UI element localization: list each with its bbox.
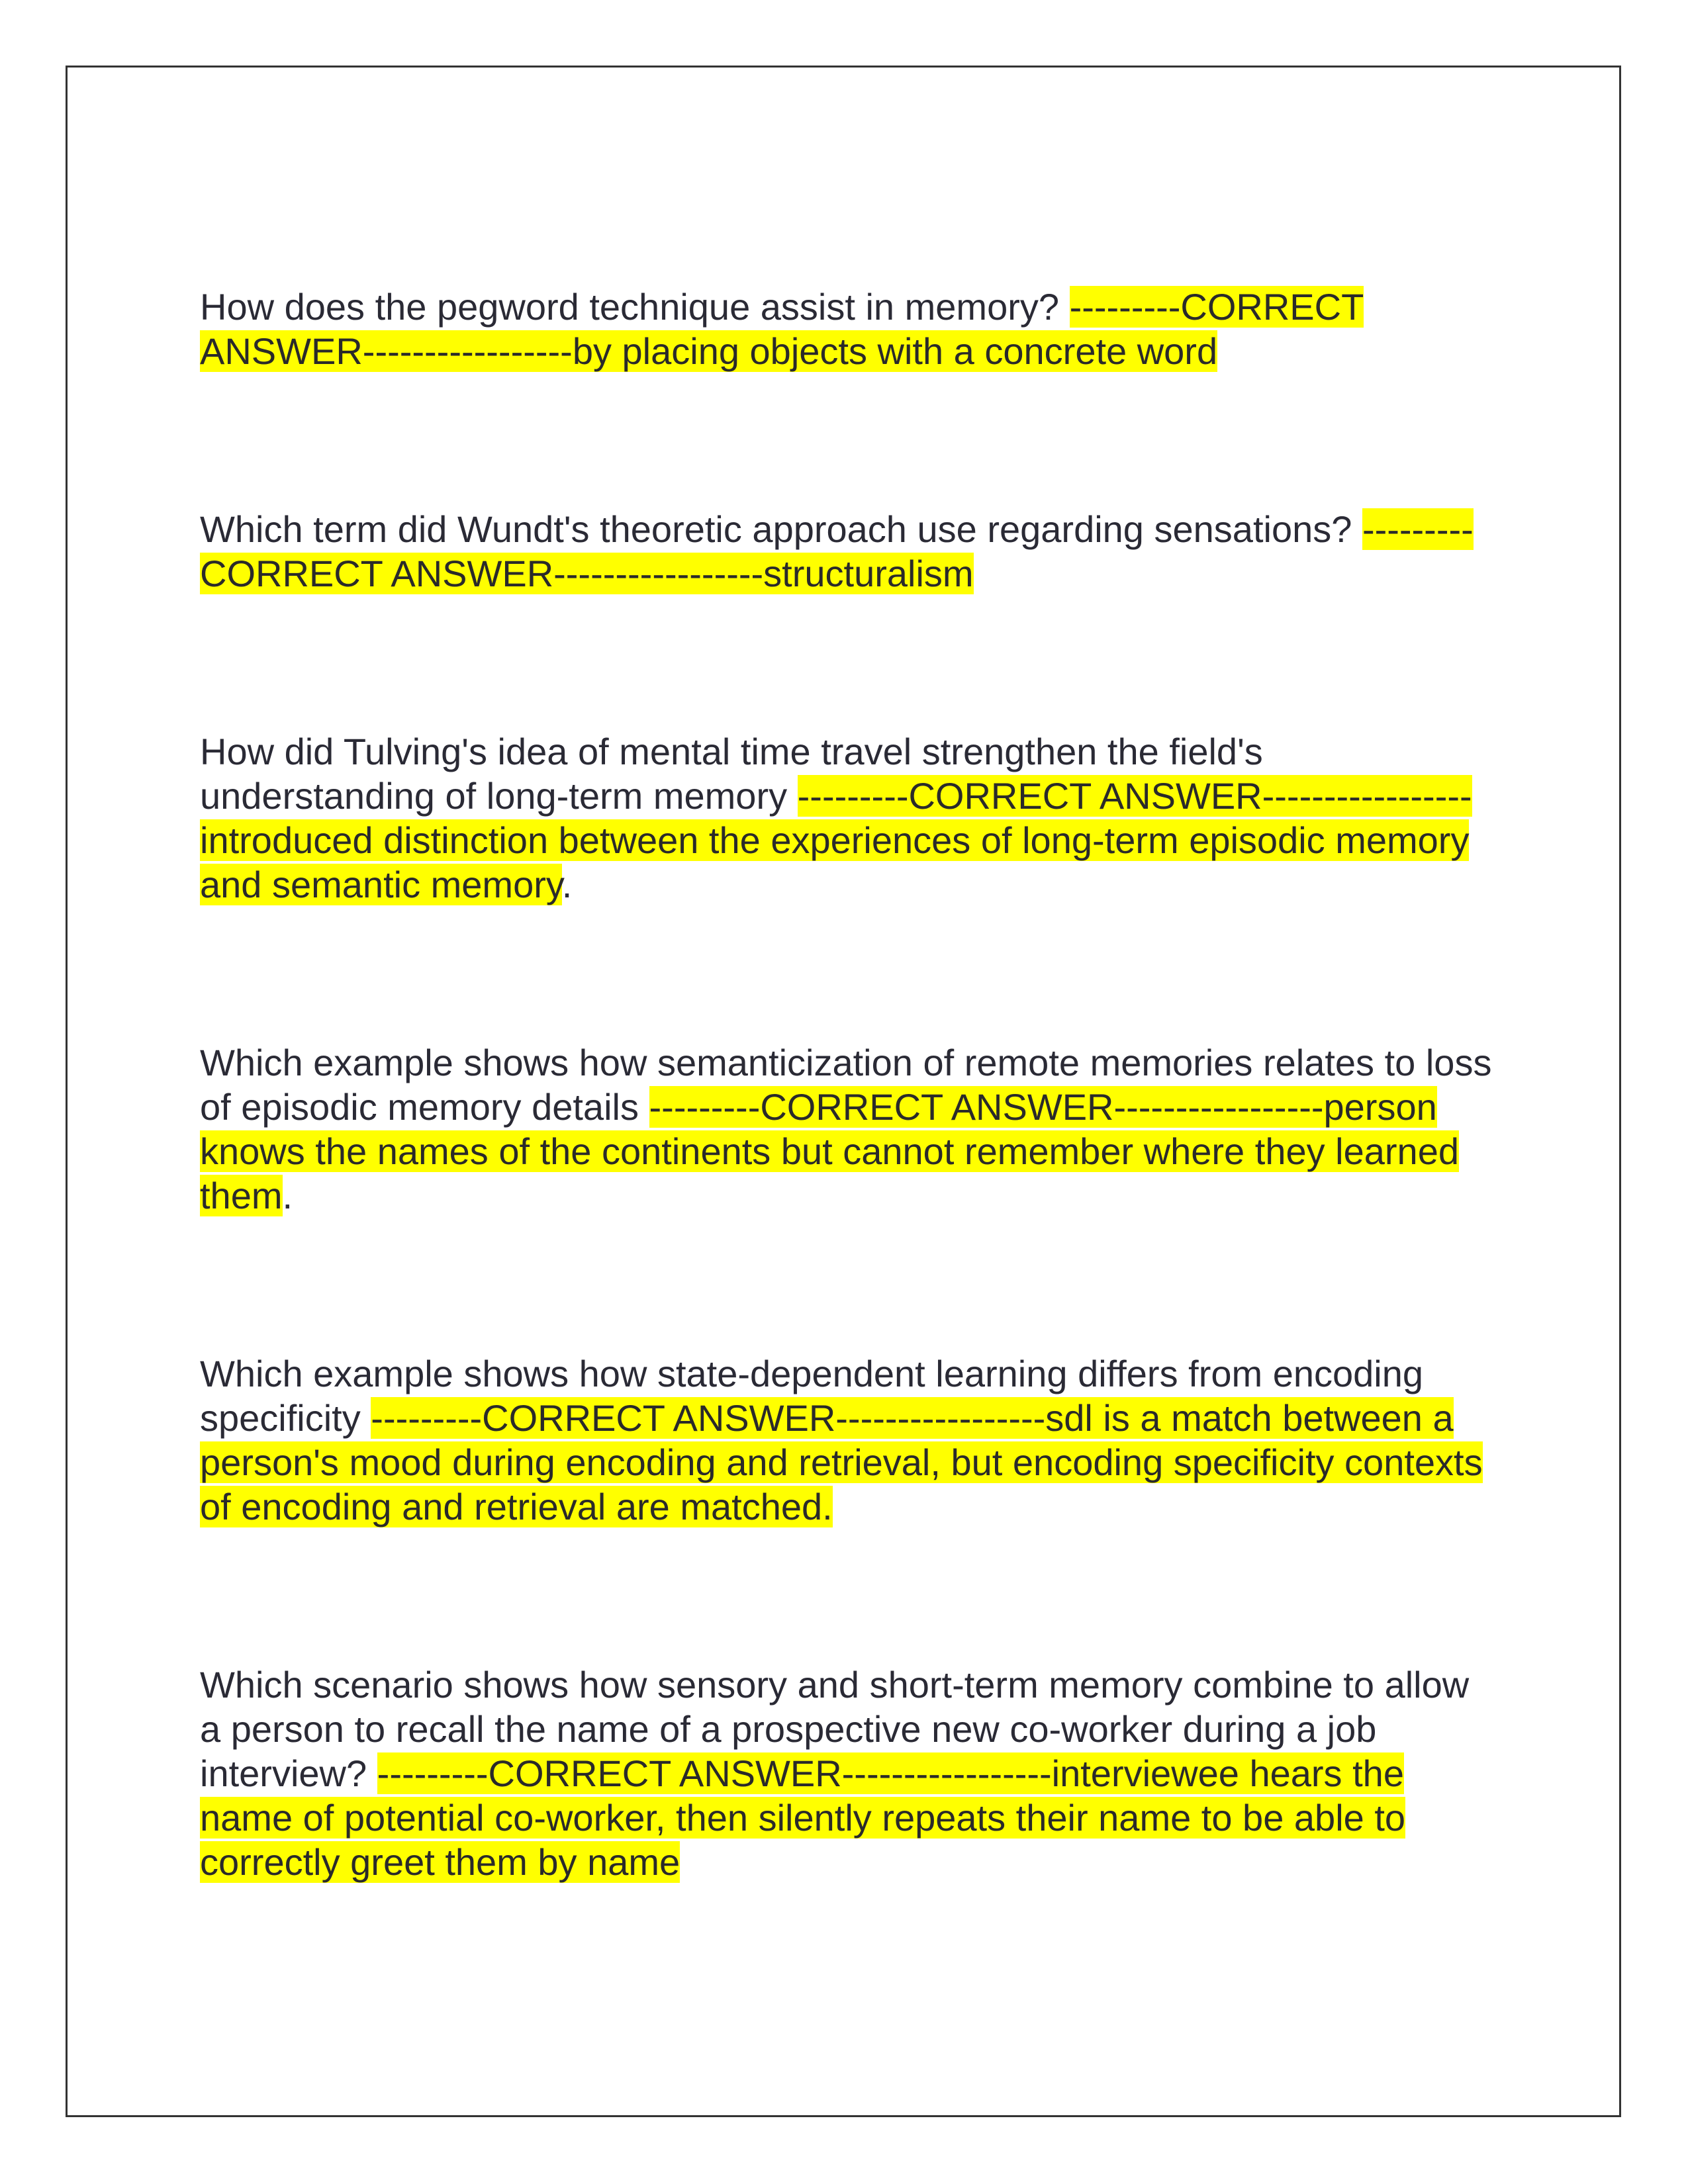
- question-text: How did Tulving's idea of mental time travel strengthen the field's understanding of long-term memory: [200, 731, 1263, 817]
- trailing-text: .: [561, 864, 573, 905]
- question-text: Which term did Wundt's theoretic approach use regarding sensations?: [200, 508, 1362, 550]
- qa-item: [200, 285, 1497, 373]
- question-text: Which example shows how state-dependent learning differs from encoding specificity: [200, 1353, 1423, 1439]
- answer-highlight: ---------CORRECT ANSWER-----------------structuralism: [200, 508, 1474, 594]
- answer-highlight: ---------CORRECT ANSWER-----------------interviewee hears the name of potential co-worker, then silently repeats their name to be able to correctly greet them by name: [200, 1752, 1406, 1883]
- qa-item: [200, 507, 1497, 596]
- answer-highlight: ---------CORRECT ANSWER-----------------person knows the names of the continents but cannot remember where they learned them: [200, 1086, 1459, 1216]
- answer-highlight: ---------CORRECT ANSWER-----------------introduced distinction between the experiences of long-term episodic memory and semantic memory: [200, 775, 1472, 905]
- answer-highlight: ---------CORRECT ANSWER-----------------by placing objects with a concrete word: [200, 286, 1364, 372]
- qa-item: [200, 1040, 1497, 1218]
- answer-highlight: ---------CORRECT ANSWER-----------------sdl is a match between a person's mood during encoding and retrieval, but encoding specificity contexts of encoding and retrieval are matched.: [200, 1397, 1483, 1527]
- question-text: Which example shows how semanticization of remote memories relates to loss of episodic memory details: [200, 1042, 1492, 1128]
- qa-item: [200, 1351, 1497, 1529]
- qa-item: [200, 729, 1497, 907]
- question-text: How does the pegword technique assist in memory?: [200, 286, 1070, 328]
- question-text: Which scenario shows how sensory and short-term memory combine to allow a person to recall the name of a prospective new co-worker during a job interview?: [200, 1664, 1470, 1794]
- trailing-text: .: [282, 1175, 293, 1216]
- qa-item: [200, 1662, 1497, 1884]
